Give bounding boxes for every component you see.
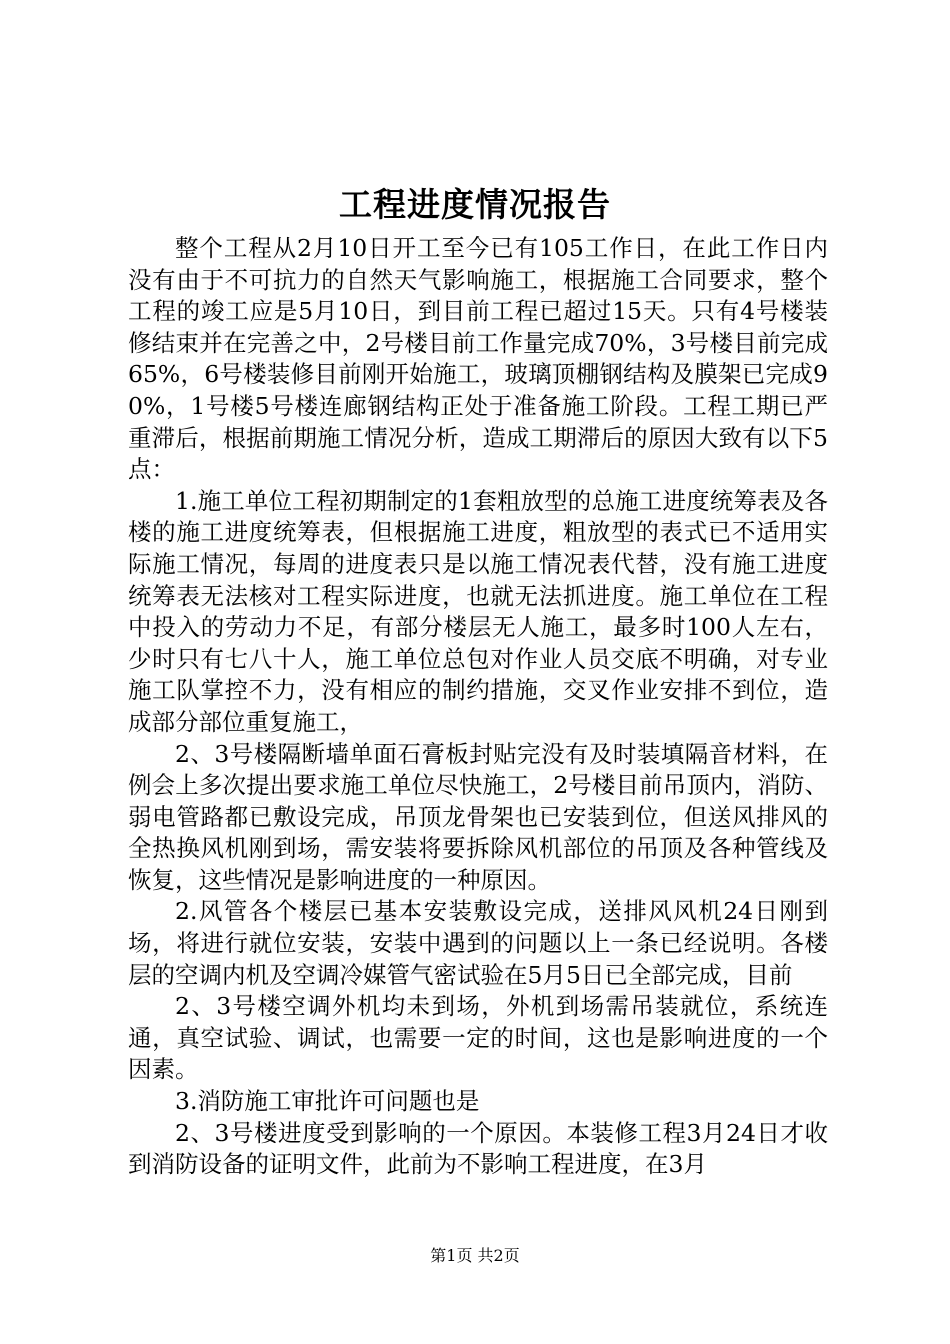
paragraph-reason-2c: 2、3号楼空调外机均未到场，外机到场需吊装就位，系统连通，真空试验、调试，也需要一定的时间，这也是影响进度的一个因素。 xyxy=(128,992,828,1084)
paragraph-intro: 整个工程从2月10日开工至今已有105工作日，在此工作日内没有由于不可抗力的自然天气影响施工，根据施工合同要求，整个工程的竣工应是5月10日，到目前工程已超过15天。只有4号楼装修结束并在完善之中，2号楼目前工作量完成70%，3号楼目前完成65%，6号楼装修目前刚开始施工，玻璃顶棚钢结构及膜架已完成90%，1号楼5号楼连廊钢结构正处于准备施工阶段。工程工期已严重滞后，根据前期施工情况分析，造成工期滞后的原因大致有以下5点： xyxy=(128,234,828,484)
page-footer: 第1页 共2页 xyxy=(430,1246,520,1265)
paragraph-reason-2b: 2.风管各个楼层已基本安装敷设完成，送排风风机24日刚到场，将进行就位安装，安装中遇到的问题以上一条已经说明。各楼层的空调内机及空调冷媒管气密试验在5月5日已全部完成，目前 xyxy=(128,897,828,989)
paragraph-reason-2a: 2、3号楼隔断墙单面石膏板封贴完没有及时装填隔音材料，在例会上多次提出要求施工单位尽快施工，2号楼目前吊顶内，消防、弱电管路都已敷设完成，吊顶龙骨架也已安装到位，但送风排风的全热换风机刚到场，需安装将要拆除风机部位的吊顶及各种管线及恢复，这些情况是影响进度的一种原因。 xyxy=(128,739,828,894)
paragraph-reason-3-cont: 2、3号楼进度受到影响的一个原因。本装修工程3月24日才收到消防设备的证明文件，此前为不影响工程进度，在3月 xyxy=(128,1118,828,1179)
document-body xyxy=(128,233,828,1181)
document-title: 工程进度情况报告 xyxy=(339,185,611,224)
paragraph-reason-1: 1.施工单位工程初期制定的1套粗放型的总施工进度统筹表及各楼的施工进度统筹表，但根据施工进度，粗放型的表式已不适用实际施工情况，每周的进度表只是以施工情况表代替，没有施工进度统筹表无法核对工程实际进度，也就无法抓进度。施工单位在工程中投入的劳动力不足，有部分楼层无人施工，最多时100人左右，少时只有七八十人，施工单位总包对作业人员交底不明确，对专业施工队掌控不力，没有相应的制约措施，交叉作业安排不到位，造成部分部位重复施工， xyxy=(128,486,828,736)
paragraph-reason-3: 3.消防施工审批许可问题也是 xyxy=(175,1087,480,1116)
